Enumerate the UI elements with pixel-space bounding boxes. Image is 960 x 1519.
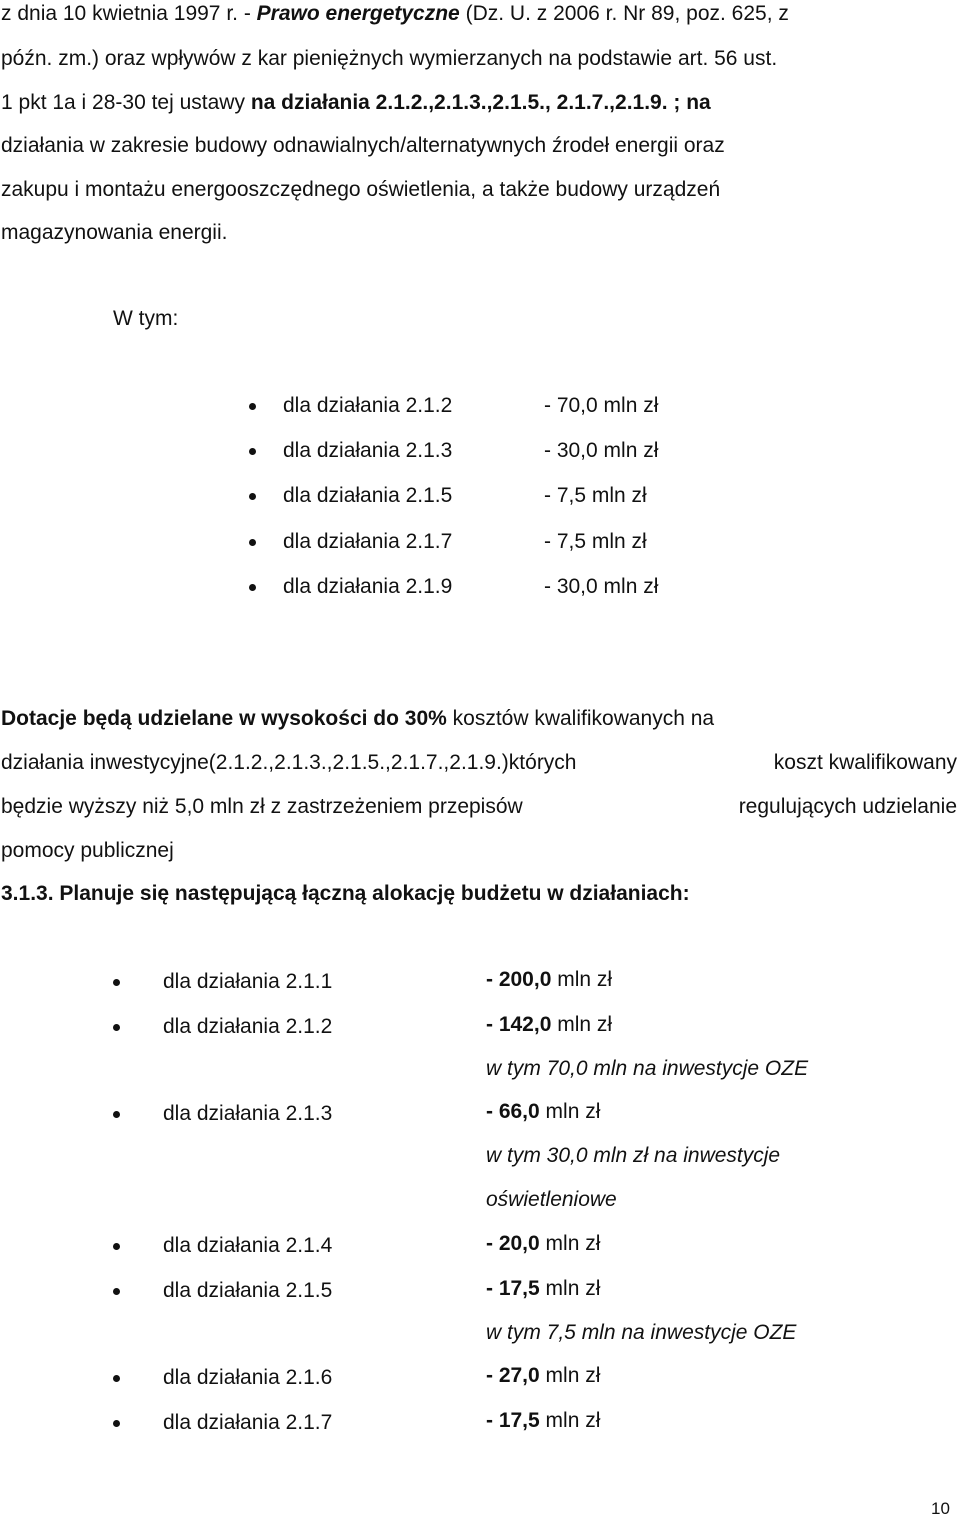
text: koszt kwalifikowany bbox=[773, 751, 957, 774]
text: ; na bbox=[667, 91, 711, 114]
paragraph1-line3 bbox=[1, 92, 711, 113]
actions-list: na działania 2.1.2.,2.1.3.,2.1.5., 2.1.7.,2.1.9. bbox=[250, 91, 668, 114]
list-item-label: dla działania 2.1.4 bbox=[163, 1234, 333, 1257]
list-item-label: dla działania 2.1.7 bbox=[283, 530, 453, 553]
paragraph2-line2 bbox=[1, 752, 957, 773]
list-item-amount bbox=[486, 1101, 600, 1122]
text: z dnia 10 kwietnia 1997 r. - bbox=[1, 2, 257, 25]
list-item-amount bbox=[486, 969, 612, 990]
list-item-label: dla działania 2.1.1 bbox=[163, 970, 333, 993]
bullet-icon bbox=[113, 1375, 120, 1382]
amount-unit: mln zł bbox=[539, 1409, 601, 1432]
bullet-icon bbox=[249, 493, 256, 500]
list-item-note: oświetleniowe bbox=[486, 1188, 617, 1211]
text: działania inwestycyjne(2.1.2.,2.1.3.,2.1.5.,2.1.7.,2.1.9.)których bbox=[1, 751, 577, 774]
list-item-label: dla działania 2.1.5 bbox=[163, 1279, 333, 1302]
text: będzie wyższy niż 5,0 mln zł z zastrzeżeniem przepisów bbox=[1, 795, 523, 818]
bullet-icon bbox=[249, 448, 256, 455]
paragraph2-line1 bbox=[1, 708, 714, 729]
list-item-amount: - 70,0 mln zł bbox=[544, 394, 659, 417]
list-item-amount bbox=[486, 1365, 600, 1386]
text: kosztów kwalifikowanych na bbox=[446, 707, 715, 730]
text: Dotacje będą udzielane w wysokości do 30% bbox=[1, 707, 447, 730]
list-item-label: dla działania 2.1.3 bbox=[163, 1102, 333, 1125]
bullet-icon bbox=[249, 403, 256, 410]
list-item-amount: - 7,5 mln zł bbox=[544, 530, 647, 553]
paragraph1-line6: magazynowania energii. bbox=[1, 221, 228, 244]
amount-value: - 66,0 bbox=[486, 1100, 540, 1123]
list-item-amount bbox=[486, 1014, 612, 1035]
bullet-icon bbox=[249, 539, 256, 546]
list-item-amount bbox=[486, 1410, 600, 1431]
list-item-amount bbox=[486, 1233, 600, 1254]
amount-unit: mln zł bbox=[539, 1364, 601, 1387]
amount-unit: mln zł bbox=[539, 1277, 601, 1300]
bullet-icon bbox=[113, 1243, 120, 1250]
list-item-label: dla działania 2.1.6 bbox=[163, 1366, 333, 1389]
amount-unit: mln zł bbox=[539, 1232, 601, 1255]
paragraph1-line4: działania w zakresie budowy odnawialnych/alternatywnych źrodeł energii oraz bbox=[1, 134, 725, 157]
text: 1 pkt 1a i 28-30 tej ustawy bbox=[1, 91, 251, 114]
list-item-note: w tym 70,0 mln na inwestycje OZE bbox=[486, 1057, 809, 1080]
amount-value: - 20,0 bbox=[486, 1232, 540, 1255]
text: (Dz. U. z 2006 r. Nr 89, poz. 625, z bbox=[459, 2, 789, 25]
bullet-icon bbox=[113, 979, 120, 986]
amount-value: - 27,0 bbox=[486, 1364, 540, 1387]
list-item-label: dla działania 2.1.9 bbox=[283, 575, 453, 598]
amount-unit: mln zł bbox=[551, 968, 613, 991]
amount-value: - 142,0 bbox=[486, 1013, 552, 1036]
list-item-note: w tym 7,5 mln na inwestycje OZE bbox=[486, 1321, 797, 1344]
bullet-icon bbox=[249, 584, 256, 591]
paragraph2-line4: pomocy publicznej bbox=[1, 839, 174, 862]
amount-value: - 17,5 bbox=[486, 1277, 540, 1300]
list-item-amount: - 7,5 mln zł bbox=[544, 484, 647, 507]
bullet-icon bbox=[113, 1024, 120, 1031]
amount-unit: mln zł bbox=[551, 1013, 613, 1036]
page-number: 10 bbox=[931, 1499, 950, 1518]
paragraph1-line5: zakupu i montażu energooszczędnego oświetlenia, a także budowy urządzeń bbox=[1, 178, 721, 201]
list-item-label: dla działania 2.1.5 bbox=[283, 484, 453, 507]
list-item-amount: - 30,0 mln zł bbox=[544, 575, 659, 598]
paragraph1-line1 bbox=[1, 3, 789, 24]
list-item-amount: - 30,0 mln zł bbox=[544, 439, 659, 462]
paragraph1-line2: późn. zm.) oraz wpływów z kar pieniężnych wymierzanych na podstawie art. 56 ust. bbox=[1, 47, 778, 70]
bullet-icon bbox=[113, 1288, 120, 1295]
list-item-label: dla działania 2.1.7 bbox=[163, 1411, 333, 1434]
law-title: Prawo energetyczne bbox=[256, 2, 460, 25]
w-tym-label: W tym: bbox=[113, 307, 179, 330]
paragraph2-line3 bbox=[1, 796, 957, 817]
amount-value: - 17,5 bbox=[486, 1409, 540, 1432]
list-item-note: w tym 30,0 mln zł na inwestycje bbox=[486, 1144, 781, 1167]
amount-value: - 200,0 bbox=[486, 968, 552, 991]
bullet-icon bbox=[113, 1111, 120, 1118]
list-item-label: dla działania 2.1.2 bbox=[163, 1015, 333, 1038]
text: regulujących udzielanie bbox=[738, 795, 957, 818]
section-heading: 3.1.3. Planuje się następującą łączną alokację budżetu w działaniach: bbox=[1, 882, 690, 905]
list-item-label: dla działania 2.1.3 bbox=[283, 439, 453, 462]
list-item-amount bbox=[486, 1278, 600, 1299]
list-item-label: dla działania 2.1.2 bbox=[283, 394, 453, 417]
amount-unit: mln zł bbox=[539, 1100, 601, 1123]
bullet-icon bbox=[113, 1420, 120, 1427]
